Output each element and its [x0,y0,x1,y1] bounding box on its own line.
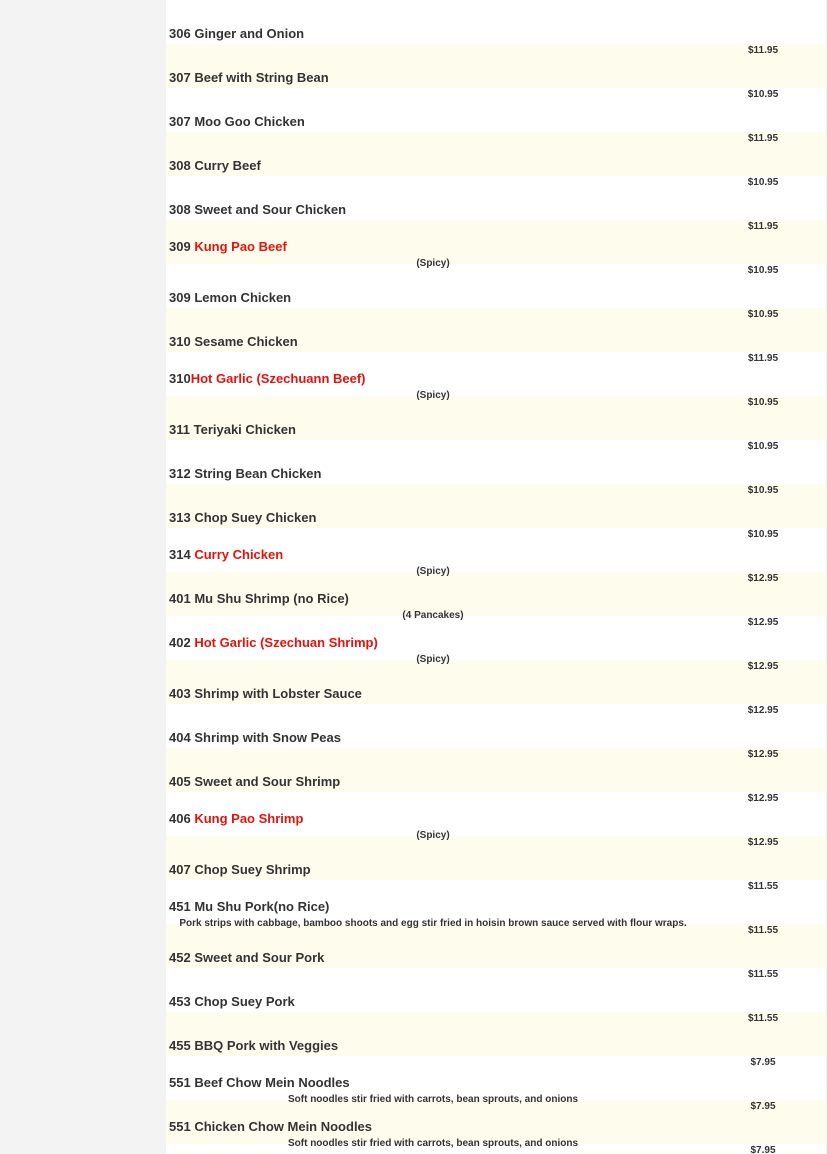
item-title-spicy: Kung Pao Shrimp [194,811,304,826]
item-note: (4 Pancakes) [402,610,464,621]
item-number: 407 [169,862,191,877]
item-name[interactable] [169,899,329,915]
item-price: $11.95 [747,133,779,144]
item-price: $7.95 [750,1145,776,1154]
item-name[interactable] [169,547,283,563]
item-name[interactable] [169,811,303,827]
item-number: 313 [169,510,191,525]
item-name[interactable] [169,290,291,306]
item-number: 452 [169,950,191,965]
item-number: 451 [169,899,191,914]
item-title-spicy: Hot Garlic (Szechuan Shrimp) [194,635,378,650]
item-note: (Spicy) [416,566,450,577]
item-price: $10.95 [747,485,779,496]
item-price: $12.95 [747,749,779,760]
item-title: Chop Suey Chicken [194,510,317,525]
item-name[interactable] [169,466,321,482]
item-name[interactable] [169,239,287,255]
item-name[interactable] [169,371,366,387]
item-note: Pork strips with cabbage, bamboo shoots and egg stir fried in hoisin brown sauce served with flour wraps. [179,918,687,929]
item-title: Sweet and Sour Shrimp [194,774,341,789]
menu-table [166,0,826,1154]
item-price: $10.95 [747,89,779,100]
item-name[interactable] [169,774,340,790]
item-title: Beef with String Bean [194,70,329,85]
item-number: 307 [169,114,191,129]
item-number: 453 [169,994,191,1009]
item-name[interactable] [169,202,346,218]
item-number: 308 [169,158,191,173]
item-title: Ginger and Onion [194,26,305,41]
item-price: $10.95 [747,529,779,540]
item-price: $12.95 [747,705,779,716]
item-title-spicy: Hot Garlic (Szechuann Beef) [190,371,366,386]
item-number: 310 [169,334,191,349]
item-title: Lemon Chicken [194,290,292,305]
item-note: Soft noodles stir fried with carrots, bean sprouts, and onions [287,1094,579,1105]
item-name[interactable] [169,422,296,438]
item-title-spicy: Curry Chicken [194,547,284,562]
item-note: Soft noodles stir fried with carrots, bean sprouts, and onions [287,1138,579,1149]
item-price: $11.95 [747,45,779,56]
menu-row [166,132,826,176]
item-price: $10.95 [747,177,779,188]
item-title: Chicken Chow Mein Noodles [194,1119,373,1134]
item-title: Moo Goo Chicken [194,114,305,129]
item-price: $11.55 [747,969,779,980]
item-name[interactable] [169,730,341,746]
item-number: 310 [169,371,191,386]
item-number: 402 [169,635,191,650]
item-title: Shrimp with Lobster Sauce [194,686,362,701]
item-title: String Bean Chicken [194,466,322,481]
item-price: $11.55 [747,925,779,936]
item-price: $10.95 [747,397,779,408]
item-note: (Spicy) [416,654,450,665]
item-price: $10.95 [747,309,779,320]
item-price: $12.95 [747,661,779,672]
item-title: Teriyaki Chicken [193,422,296,437]
item-name[interactable] [169,158,261,174]
item-name[interactable] [169,114,305,130]
item-title: Sweet and Sour Pork [194,950,325,965]
item-name[interactable] [169,1038,338,1054]
item-number: 309 [169,239,191,254]
item-name[interactable] [169,510,316,526]
item-name[interactable] [169,994,295,1010]
item-price: $11.95 [747,221,779,232]
item-number: 308 [169,202,191,217]
item-name[interactable] [169,26,304,42]
item-title: BBQ Pork with Veggies [194,1038,339,1053]
item-number: 312 [169,466,191,481]
item-number: 309 [169,290,191,305]
item-title: Mu Shu Shrimp (no Rice) [194,591,349,606]
item-name[interactable] [169,70,329,86]
item-price: $12.95 [747,573,779,584]
item-title: Sweet and Sour Chicken [194,202,347,217]
item-title: Chop Suey Shrimp [194,862,311,877]
item-name[interactable] [169,635,378,651]
item-number: 403 [169,686,191,701]
item-note: (Spicy) [416,258,450,269]
item-number: 406 [169,811,191,826]
item-price: $7.95 [750,1057,776,1068]
item-name[interactable] [169,334,298,350]
item-number: 311 [169,422,190,437]
item-name[interactable] [169,862,311,878]
item-title: Shrimp with Snow Peas [194,730,341,745]
item-number: 306 [169,26,191,41]
item-number: 401 [169,591,191,606]
item-title: Sesame Chicken [194,334,298,349]
item-number: 405 [169,774,191,789]
item-price: $10.95 [747,265,779,276]
item-title: Beef Chow Mein Noodles [194,1075,350,1090]
item-number: 314 [169,547,191,562]
item-title: Chop Suey Pork [194,994,295,1009]
item-price: $11.55 [747,881,779,892]
item-price: $12.95 [747,793,779,804]
item-number: 551 [169,1075,191,1090]
item-price: $12.95 [747,617,779,628]
item-title-spicy: Kung Pao Beef [194,239,287,254]
item-name[interactable] [169,1119,372,1135]
item-note: (Spicy) [416,390,450,401]
item-title: Curry Beef [194,158,261,173]
item-number: 307 [169,70,191,85]
item-price: $7.95 [750,1101,776,1112]
item-price: $11.55 [747,1013,779,1024]
item-price: $12.95 [747,837,779,848]
item-note: (Spicy) [416,830,450,841]
item-price: $11.95 [747,353,779,364]
item-name[interactable] [169,686,362,702]
item-number: 551 [169,1119,191,1134]
item-number: 404 [169,730,191,745]
item-name[interactable] [169,591,349,607]
item-price: $10.95 [747,441,779,452]
item-name[interactable] [169,950,324,966]
item-number: 455 [169,1038,191,1053]
left-sidebar [0,0,166,1154]
item-name[interactable] [169,1075,350,1091]
item-title: Mu Shu Pork(no Rice) [194,899,330,914]
